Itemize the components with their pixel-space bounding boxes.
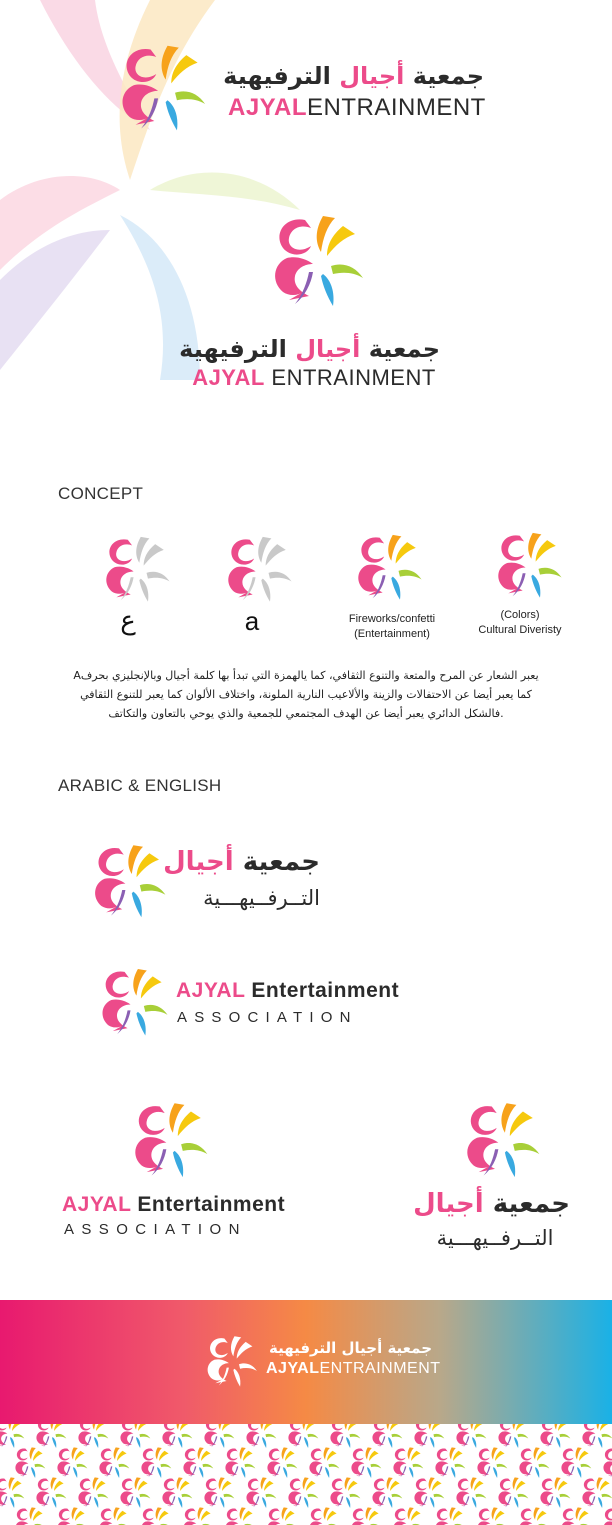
- pattern-logo-tile: [603, 1447, 612, 1478]
- hero-top-arabic-name: [223, 60, 484, 92]
- english-word-pink: AJYAL: [192, 365, 265, 390]
- arabic-stacked-line1: [413, 1188, 570, 1220]
- english-stacked-logo-mark: [126, 1100, 210, 1182]
- concept-mark-ain: [98, 534, 172, 606]
- pattern-logo-tile: [246, 1424, 276, 1448]
- pattern-logo-tile: [36, 1477, 66, 1508]
- pattern-logo-tile: [0, 1424, 24, 1448]
- pattern-logo-tile: [540, 1424, 570, 1448]
- concept-paragraph: [60, 666, 552, 723]
- pattern-logo-tile: [288, 1424, 318, 1448]
- banner-english-rest: ENTRAINMENT: [319, 1360, 441, 1377]
- pattern-logo-tile: [309, 1507, 339, 1525]
- pattern-logo-tile: [162, 1424, 192, 1448]
- concept-mark-colors: [490, 530, 564, 602]
- arabic-word-first: جمعية: [492, 1189, 570, 1219]
- pattern-logo-tile: [15, 1507, 45, 1525]
- english-word-pink: AJYAL: [176, 979, 246, 1002]
- pattern-logo-tile: [351, 1447, 381, 1478]
- pattern-logo-tile: [582, 1477, 612, 1508]
- pattern-logo-tile: [414, 1424, 444, 1448]
- pattern-logo-tile: [393, 1507, 423, 1525]
- arabic-word-pink: أجيال: [413, 1189, 484, 1219]
- pattern-logo-tile: [288, 1477, 318, 1508]
- arabic-horizontal-line2: التــرفــيهـــية: [203, 886, 320, 910]
- pattern-logo-tile: [477, 1447, 507, 1478]
- pattern-logo-tile: [456, 1424, 486, 1448]
- arabic-word-first: جمعية: [368, 335, 440, 363]
- pattern-logo-tile: [120, 1477, 150, 1508]
- pattern-logo-tile: [393, 1447, 423, 1478]
- concept-section-title: CONCEPT: [58, 484, 144, 503]
- pattern-logo-tile: [456, 1477, 486, 1508]
- hero-center-arabic-name: [180, 334, 440, 364]
- english-stacked-association: ASSOCIATION: [64, 1221, 247, 1238]
- pattern-logo-tile: [141, 1507, 171, 1525]
- concept-label-a: a: [244, 606, 260, 636]
- arabic-word-pink: أجيال: [163, 847, 234, 877]
- hero-center-logo-mark: [262, 212, 368, 312]
- logo-pattern: [0, 1424, 612, 1525]
- hero-background-petals: [0, 0, 612, 380]
- english-word-pink: AJYAL: [228, 94, 307, 121]
- concept-mark-fireworks: [350, 532, 424, 604]
- concept-label-colors-line2: Cultural Diveristy: [478, 624, 562, 636]
- arabic-word-first: جمعية: [242, 847, 320, 877]
- pattern-logo-tile: [267, 1507, 297, 1525]
- pattern-logo-tile: [582, 1424, 612, 1448]
- pattern-logo-tile: [498, 1477, 528, 1508]
- pattern-logo-tile: [78, 1424, 108, 1448]
- pattern-logo-tile: [477, 1507, 507, 1525]
- arabic-word-last: الترفيهية: [179, 335, 287, 363]
- english-word-rest: ENTRAINMENT: [306, 94, 486, 121]
- pattern-logo-tile: [435, 1507, 465, 1525]
- pattern-logo-tile: [0, 1477, 24, 1508]
- arabic-word-first: جمعية: [412, 62, 484, 90]
- versions-section-title: ARABIC & ENGLISH: [58, 776, 222, 795]
- hero-center-english-name: [186, 364, 442, 392]
- pattern-logo-tile: [246, 1477, 276, 1508]
- concept-label-fireworks-line2: (Entertainment): [354, 628, 430, 640]
- pattern-logo-tile: [330, 1477, 360, 1508]
- pattern-logo-tile: [141, 1447, 171, 1478]
- pattern-logo-tile: [498, 1424, 528, 1448]
- arabic-word-pink: أجيال: [295, 335, 361, 363]
- arabic-horizontal-line1: [163, 846, 320, 878]
- hero-top-logo-mark: [108, 42, 212, 136]
- pattern-logo-tile: [309, 1447, 339, 1478]
- pattern-logo-tile: [519, 1447, 549, 1478]
- pattern-logo-tile: [225, 1447, 255, 1478]
- arabic-horizontal-logo-mark: [86, 842, 168, 922]
- pattern-logo-tile: [540, 1477, 570, 1508]
- pattern-logo-tile: [162, 1477, 192, 1508]
- pattern-logo-tile: [414, 1477, 444, 1508]
- pattern-logo-tile: [57, 1447, 87, 1478]
- pattern-logo-tile: [15, 1447, 45, 1478]
- pattern-logo-tile: [204, 1477, 234, 1508]
- concept-label-ain: ع: [120, 606, 136, 636]
- pattern-logo-tile: [99, 1447, 129, 1478]
- pattern-logo-tile: [561, 1507, 591, 1525]
- pattern-logo-tile: [603, 1507, 612, 1525]
- pattern-logo-tile: [372, 1424, 402, 1448]
- english-horizontal-name: [176, 978, 399, 1004]
- pattern-logo-tile: [57, 1507, 87, 1525]
- english-horizontal-association: ASSOCIATION: [177, 1009, 358, 1026]
- arabic-stacked-line2: التــرفــيهـــية: [436, 1226, 554, 1250]
- arabic-stacked-logo-mark: [458, 1100, 542, 1182]
- arabic-word-pink: أجيال: [339, 62, 405, 90]
- concept-paragraph-line1: يعبر الشعار عن المرح والمتعة والتنوع الثقافي، كما يالهمزة التي تبدأ بها كلمة أجيال وبالإنجليزي بحرفA: [73, 669, 539, 682]
- pattern-logo-tile: [99, 1507, 129, 1525]
- banner-english-name: [266, 1358, 441, 1380]
- english-stacked-name: [62, 1192, 286, 1218]
- concept-paragraph-line3: .فالشكل الدائري يعبر أيضا عن الهدف المجتمعي للجمعية والذي يوحي بالتعاون والتكاتف: [108, 707, 504, 720]
- pattern-logo-tile: [351, 1507, 381, 1525]
- pattern-logo-tile: [204, 1424, 234, 1448]
- english-word-rest: ENTRAINMENT: [271, 365, 436, 390]
- english-word-pink: AJYAL: [62, 1193, 132, 1216]
- pattern-logo-tile: [120, 1424, 150, 1448]
- concept-paragraph-line2: كما يعبر أيضا عن الاحتفالات والزينة والألاعيب النارية الملونة، واختلاف الألوان كما يعبر للتنوع الثقافي: [80, 688, 532, 701]
- concept-label-colors-line1: (Colors): [500, 609, 540, 621]
- english-horizontal-logo-mark: [94, 966, 170, 1040]
- concept-label-colors: [462, 608, 578, 638]
- concept-label-fireworks: [330, 612, 454, 642]
- english-word-rest: Entertainment: [251, 979, 400, 1002]
- pattern-logo-tile: [372, 1477, 402, 1508]
- logo-pattern-tiles: [0, 1424, 612, 1525]
- pattern-logo-tile: [225, 1507, 255, 1525]
- pattern-logo-tile: [561, 1447, 591, 1478]
- concept-mark-a: [220, 534, 294, 606]
- pattern-logo-tile: [78, 1477, 108, 1508]
- pattern-logo-tile: [36, 1424, 66, 1448]
- arabic-word-last: الترفيهية: [223, 62, 331, 90]
- hero-top-english-name: [228, 93, 486, 123]
- pattern-logo-tile: [330, 1424, 360, 1448]
- banner-arabic-name: جمعية أجيال الترفيهية: [268, 1339, 432, 1357]
- pattern-logo-tile: [435, 1447, 465, 1478]
- banner-logo-mark: [200, 1334, 260, 1390]
- concept-label-fireworks-line1: Fireworks/confetti: [348, 613, 436, 625]
- pattern-logo-tile: [183, 1447, 213, 1478]
- pattern-logo-tile: [519, 1507, 549, 1525]
- pattern-logo-tile: [183, 1507, 213, 1525]
- pattern-logo-tile: [267, 1447, 297, 1478]
- english-word-rest: Entertainment: [137, 1193, 286, 1216]
- banner-english-bold: AJYAL: [266, 1360, 320, 1377]
